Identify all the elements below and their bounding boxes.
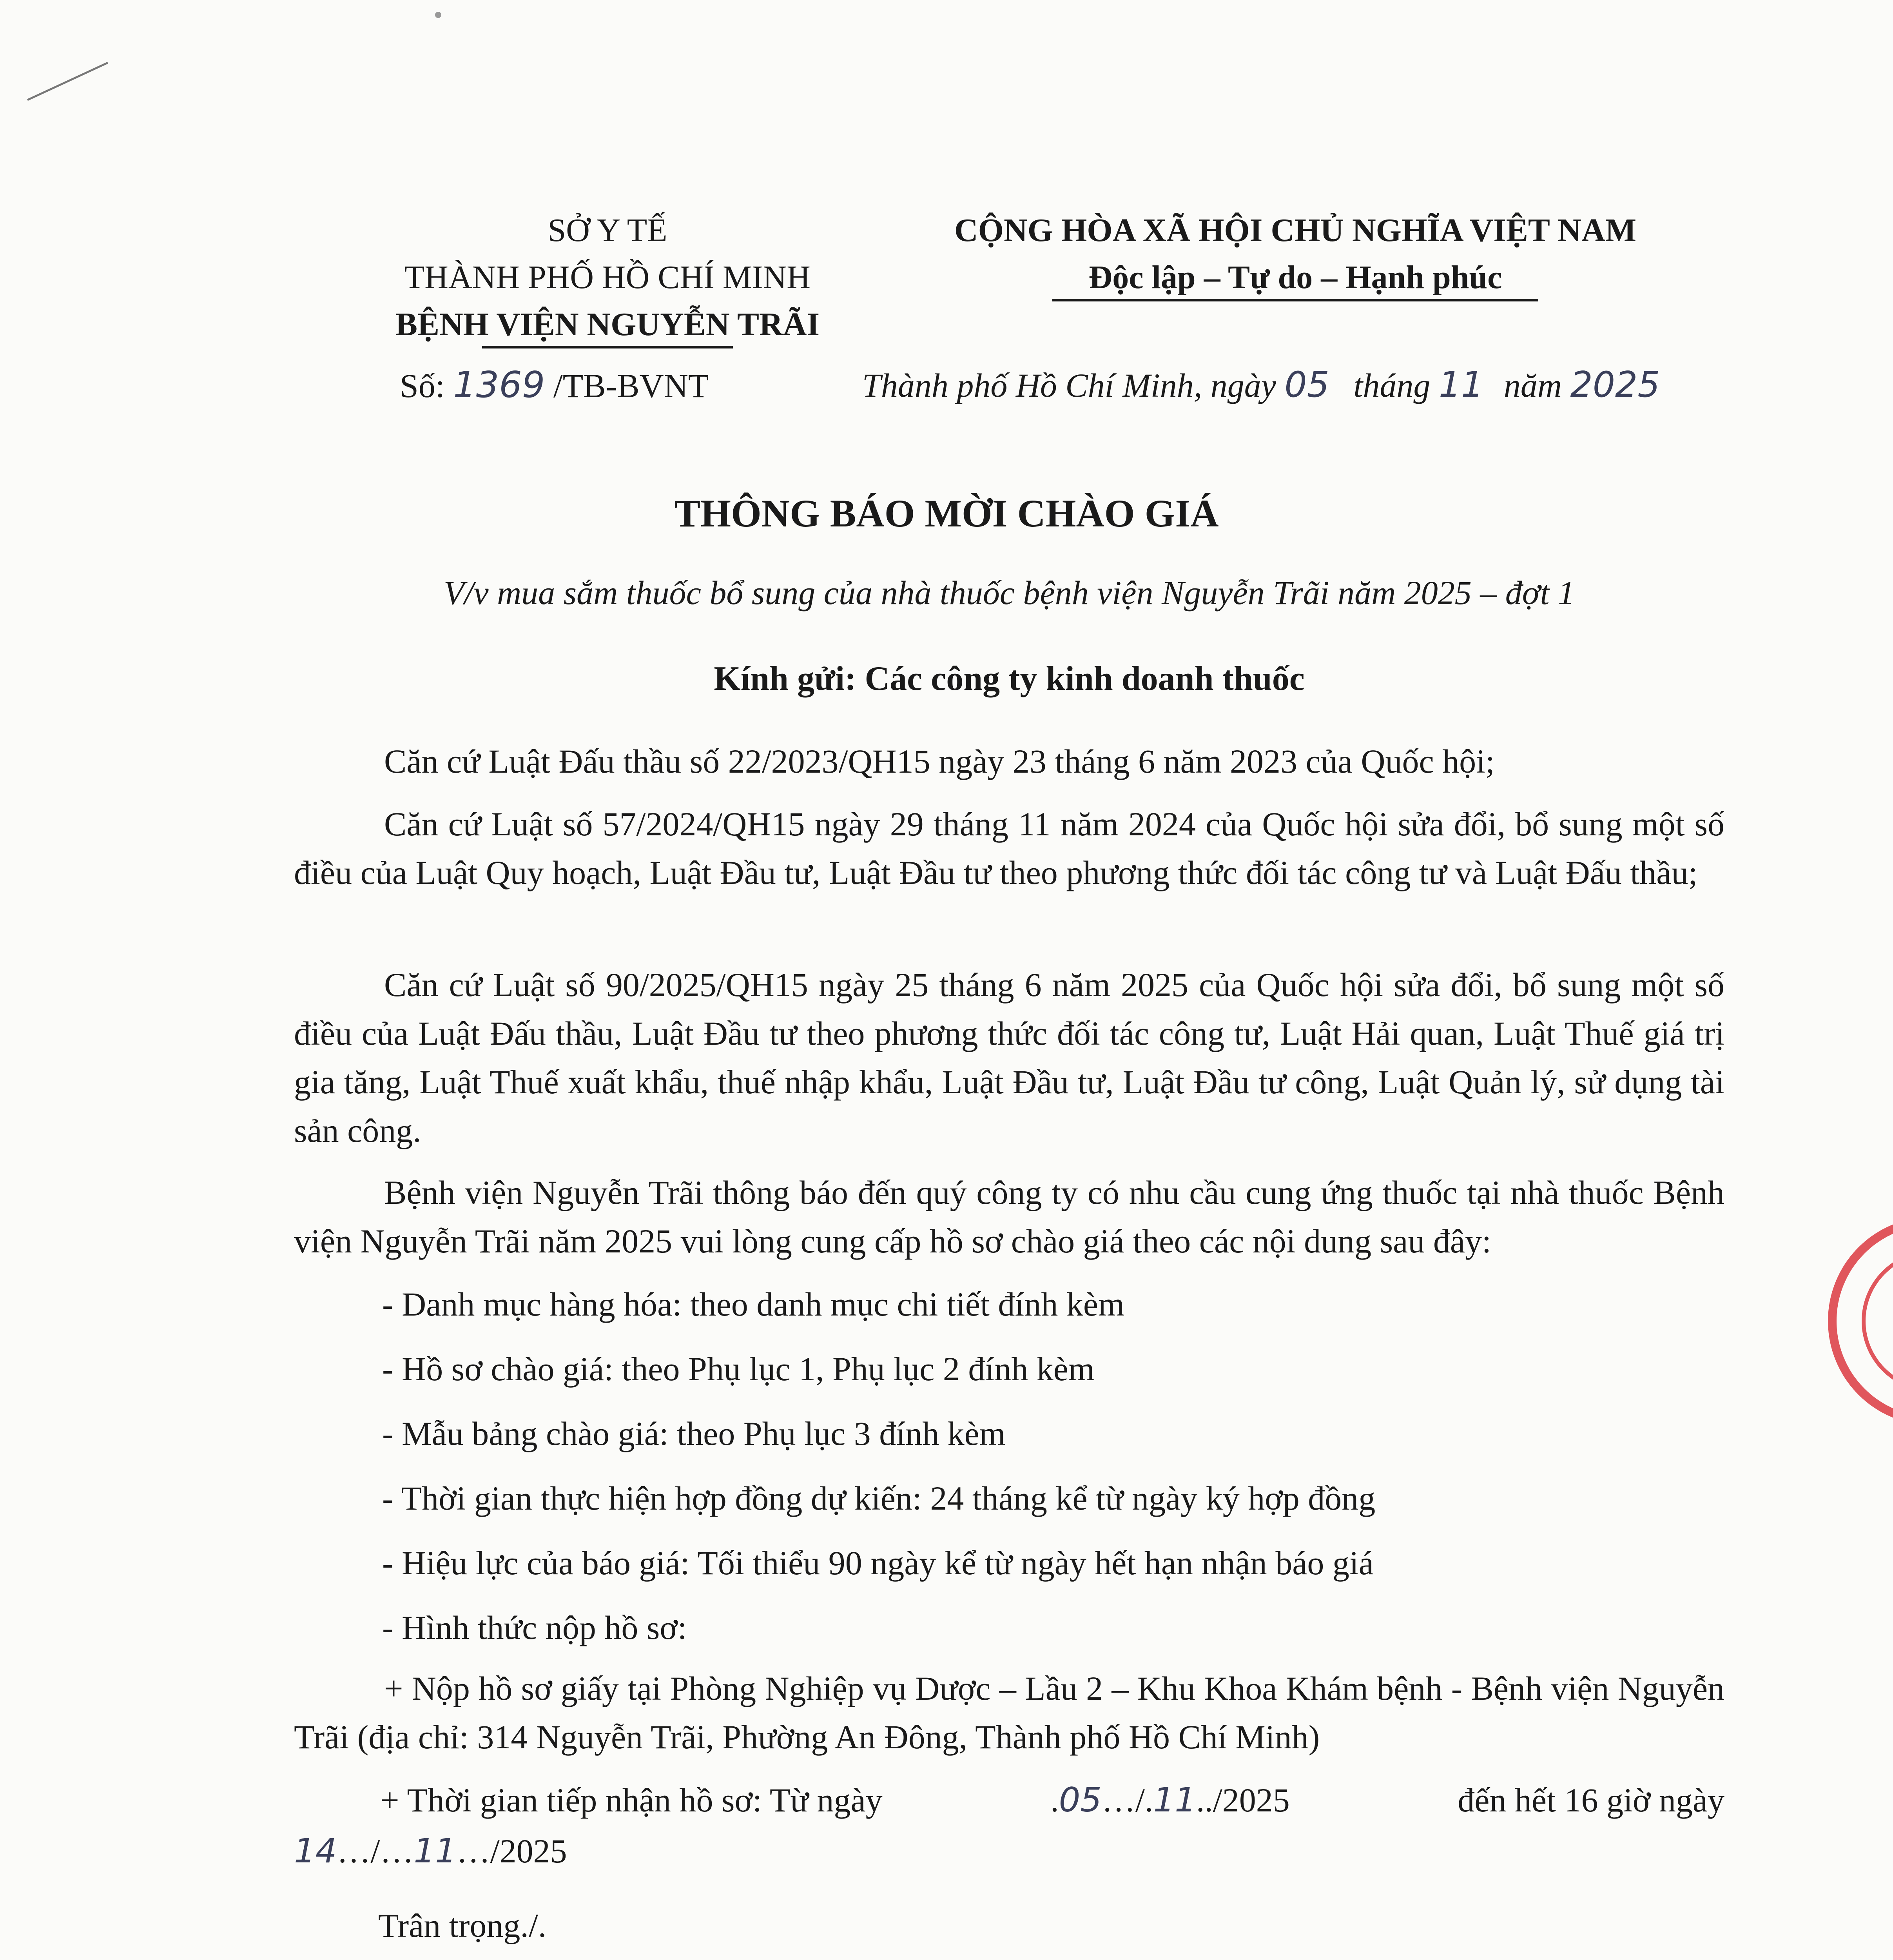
ministry-name: SỞ Y TẾ (548, 212, 667, 249)
date-month-label: tháng (1353, 367, 1431, 404)
deadline-to-year: /2025 (490, 1832, 567, 1870)
legal-basis-paragraph: Căn cứ Luật Đấu thầu số 22/2023/QH15 ngày 23 tháng 6 năm 2023 của Quốc hội; (384, 742, 1495, 780)
list-item: - Hình thức nộp hồ sơ: (382, 1609, 687, 1646)
date-line (862, 361, 1660, 410)
list-item: - Mẫu bảng chào giá: theo Phụ lục 3 đính kèm (382, 1415, 1006, 1452)
document-title: THÔNG BÁO MỜI CHÀO GIÁ (674, 492, 1219, 535)
country-name: CỘNG HÒA XÃ HỘI CHỦ NGHĨA VIỆT NAM (954, 212, 1637, 249)
intro-paragraph: Bệnh viện Nguyễn Trãi thông báo đến quý công ty có nhu cầu cung ứng thuốc tại nhà thuốc Bệnh viện Nguyễn Trãi năm 2025 vui lòng cung cấp hồ sơ chào giá theo các nội dung sau đây: (294, 1174, 1724, 1260)
deadline-to-day: 14 (294, 1831, 337, 1871)
legal-basis-paragraph: Căn cứ Luật số 90/2025/QH15 ngày 25 tháng 6 năm 2025 của Quốc hội sửa đổi, bổ sung một số điều của Luật Đấu thầu, Luật Đầu tư theo phương thức đối tác công tư, Luật Hải quan, Luật Thuế giá trị gia tăng, Luật Thuế xuất khẩu, thuế nhập khẩu, Luật Đầu tư, Luật Đầu tư công, Luật Quản lý, sử dụng tài sản công. (294, 966, 1724, 1149)
document-number-handwritten: 1369 (453, 364, 545, 406)
deadline-to-month: 11 (413, 1831, 457, 1871)
date-day: 05 (1284, 364, 1329, 405)
list-item: - Hiệu lực của báo giá: Tối thiểu 90 ngày kể từ ngày hết hạn nhận báo giá (382, 1544, 1374, 1582)
date-month: 11 (1438, 364, 1484, 405)
header-right (874, 207, 1717, 301)
list-item: - Hồ sơ chào giá: theo Phụ lục 1, Phụ lục 2 đính kèm (382, 1350, 1095, 1388)
deadline-prefix: + Thời gian tiếp nhận hồ sơ: Từ ngày (380, 1781, 883, 1819)
date-year: 2025 (1570, 364, 1660, 405)
deadline-end-date: 14…/…11…/2025 (294, 1831, 567, 1871)
hospital-name: BỆNH VIỆN NGUYỄN TRÃI (395, 306, 820, 343)
submission-paragraph: + Nộp hồ sơ giấy tại Phòng Nghiệp vụ Dược – Lầu 2 – Khu Khoa Khám bệnh - Bệnh viện Nguyễn Trãi (địa chỉ: 314 Nguyễn Trãi, Phường An Đông, Thành phố Hồ Chí Minh) (294, 1670, 1724, 1756)
edge-stamp-fragment (1832, 1221, 1893, 1421)
deadline-from-month: 11 (1153, 1780, 1196, 1820)
header-left (274, 207, 941, 348)
document-number-suffix: /TB-BVNT (553, 367, 709, 405)
national-motto: Độc lập – Tự do – Hạnh phúc (1088, 259, 1502, 296)
list-item: - Danh mục hàng hóa: theo danh mục chi tiết đính kèm (382, 1285, 1124, 1323)
legal-basis-paragraph: Căn cứ Luật số 57/2024/QH15 ngày 29 tháng 11 năm 2024 của Quốc hội sửa đổi, bổ sung một số điều của Luật Quy hoạch, Luật Đầu tư, Luật Đầu tư theo phương thức đối tác công tư và Luật Đấu thầu; (294, 805, 1724, 891)
document-subtitle: V/v mua sắm thuốc bổ sung của nhà thuốc bệnh viện Nguyễn Trãi năm 2025 – đợt 1 (444, 574, 1575, 612)
scan-dot (435, 12, 441, 18)
deadline-from-day: 05 (1059, 1780, 1102, 1820)
deadline-from-date: .05…/.11../2025 (1050, 1780, 1290, 1820)
deadline-middle: đến hết 16 giờ ngày (1458, 1781, 1724, 1819)
deadline-from-year: /2025 (1213, 1781, 1290, 1819)
deadline-line (380, 1776, 1724, 1824)
document-number-prefix: Số: (400, 367, 445, 405)
document-number (400, 361, 709, 410)
date-prefix: Thành phố Hồ Chí Minh, ngày (862, 367, 1276, 404)
list-item: - Thời gian thực hiện hợp đồng dự kiến: 24 tháng kể từ ngày ký hợp đồng (382, 1479, 1376, 1517)
scan-mark-line (27, 63, 108, 100)
city-name: THÀNH PHỐ HỒ CHÍ MINH (404, 259, 811, 296)
closing-line: Trân trọng./. (378, 1907, 547, 1944)
date-year-label: năm (1503, 367, 1562, 404)
recipient-line: Kính gửi: Các công ty kinh doanh thuốc (714, 660, 1305, 698)
